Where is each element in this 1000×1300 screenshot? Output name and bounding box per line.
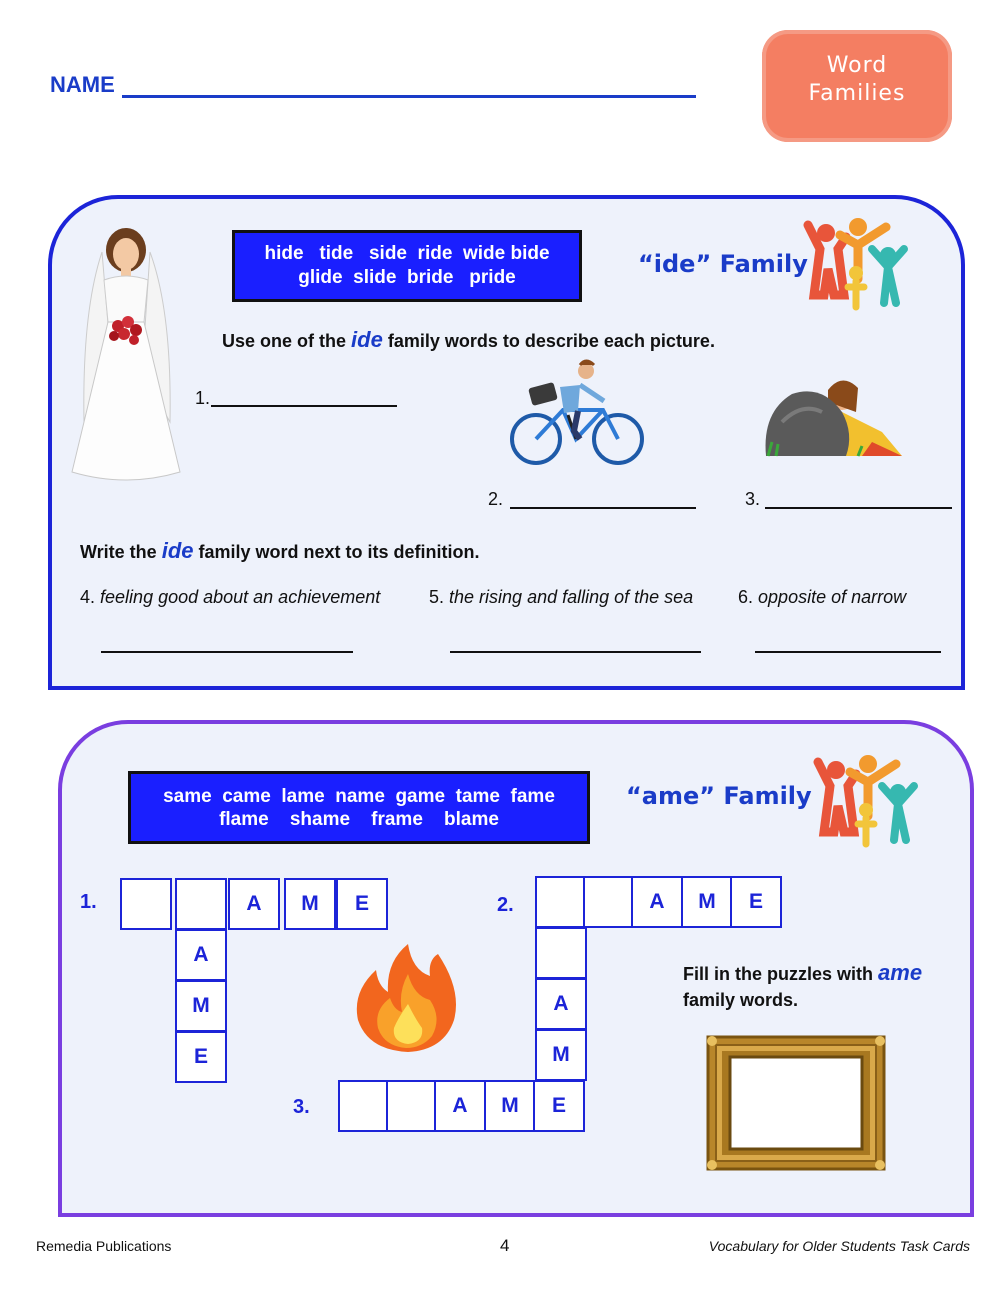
cyclist-icon [508,355,648,470]
footer-publisher: Remedia Publications [36,1238,172,1254]
puzzle-3-cell-e: E [533,1080,585,1132]
ide-family-title: “ide” Family [638,250,808,278]
puzzle-1-cell-1[interactable] [120,878,172,930]
name-label: NAME [50,72,115,97]
answer-2-line[interactable] [510,507,696,509]
badge-line1: Word [826,53,888,78]
puzzle-3-cell-2[interactable] [386,1080,438,1132]
puzzle-3-number: 3. [293,1096,310,1118]
footer-title: Vocabulary for Older Students Task Cards [708,1238,970,1254]
ame-family-title: “ame” Family [626,782,812,810]
answer-4-line[interactable] [101,651,353,653]
puzzle-1-cell-2[interactable] [175,878,227,930]
puzzle-3-cell-m: M [484,1080,536,1132]
ide-highlight-2: ide [161,538,194,563]
question-3-number: 3. [745,489,761,509]
family-icon [810,752,920,852]
ide-words-line1: hide tide side ride wide bide [264,243,550,264]
ide-instructions: Use one of the ide family words to describe each picture. [222,327,715,352]
question-1-number: 1. [195,388,211,408]
puzzle-3-cell-a: A [434,1080,486,1132]
puzzle-1-cell-m: M [284,878,336,930]
answer-1-line[interactable] [211,405,397,407]
page-number: 4 [500,1236,510,1255]
ide-definition-instructions: Write the ide family word next to its definition. [80,538,480,563]
puzzle-1-down-m: M [175,980,227,1032]
fire-icon [350,940,465,1055]
family-icon [800,215,910,315]
puzzle-1-number: 1. [80,891,97,913]
ame-words-line2: flame shame frame blame [219,809,499,830]
ide-word-bank [232,230,582,302]
definition-5: 5. the rising and falling of the sea [429,587,694,607]
puzzle-2-cell-a: A [631,876,683,928]
picture-frame-icon [706,1035,886,1171]
puzzle-1-cell-a: A [228,878,280,930]
answer-6-line[interactable] [755,651,941,653]
hiding-girl-icon [762,372,904,460]
definition-4: 4. feeling good about an achievement [80,587,381,607]
badge-line2: Families [808,81,906,106]
ide-words-line2: glide slide bride pride [298,267,516,288]
ame-words-line1: same came lame name game tame fame [163,786,555,807]
puzzle-2-down-a: A [535,978,587,1030]
puzzle-2-cell-2[interactable] [583,876,635,928]
ame-word-bank [128,771,590,844]
word-families-badge [762,30,952,142]
bride-icon [62,222,192,484]
ame-highlight: ame [878,960,923,985]
definition-6: 6. opposite of narrow [738,587,907,607]
answer-5-line[interactable] [450,651,701,653]
name-line[interactable] [122,95,696,98]
puzzle-2-cell-e: E [730,876,782,928]
question-2-number: 2. [488,489,504,509]
answer-3-line[interactable] [765,507,952,509]
ame-fill-instructions: Fill in the puzzles with ame family words. [683,960,923,1010]
puzzle-2-cell-m: M [681,876,733,928]
ide-highlight: ide [351,327,383,352]
puzzle-2-cell-1[interactable] [535,876,587,928]
puzzle-2-number: 2. [497,894,514,916]
puzzle-1-down-e: E [175,1031,227,1083]
puzzle-3-cell-1[interactable] [338,1080,390,1132]
puzzle-1-down-a: A [175,929,227,981]
puzzle-1-cell-e: E [336,878,388,930]
puzzle-2-down-1[interactable] [535,927,587,979]
puzzle-2-down-m: M [535,1029,587,1081]
